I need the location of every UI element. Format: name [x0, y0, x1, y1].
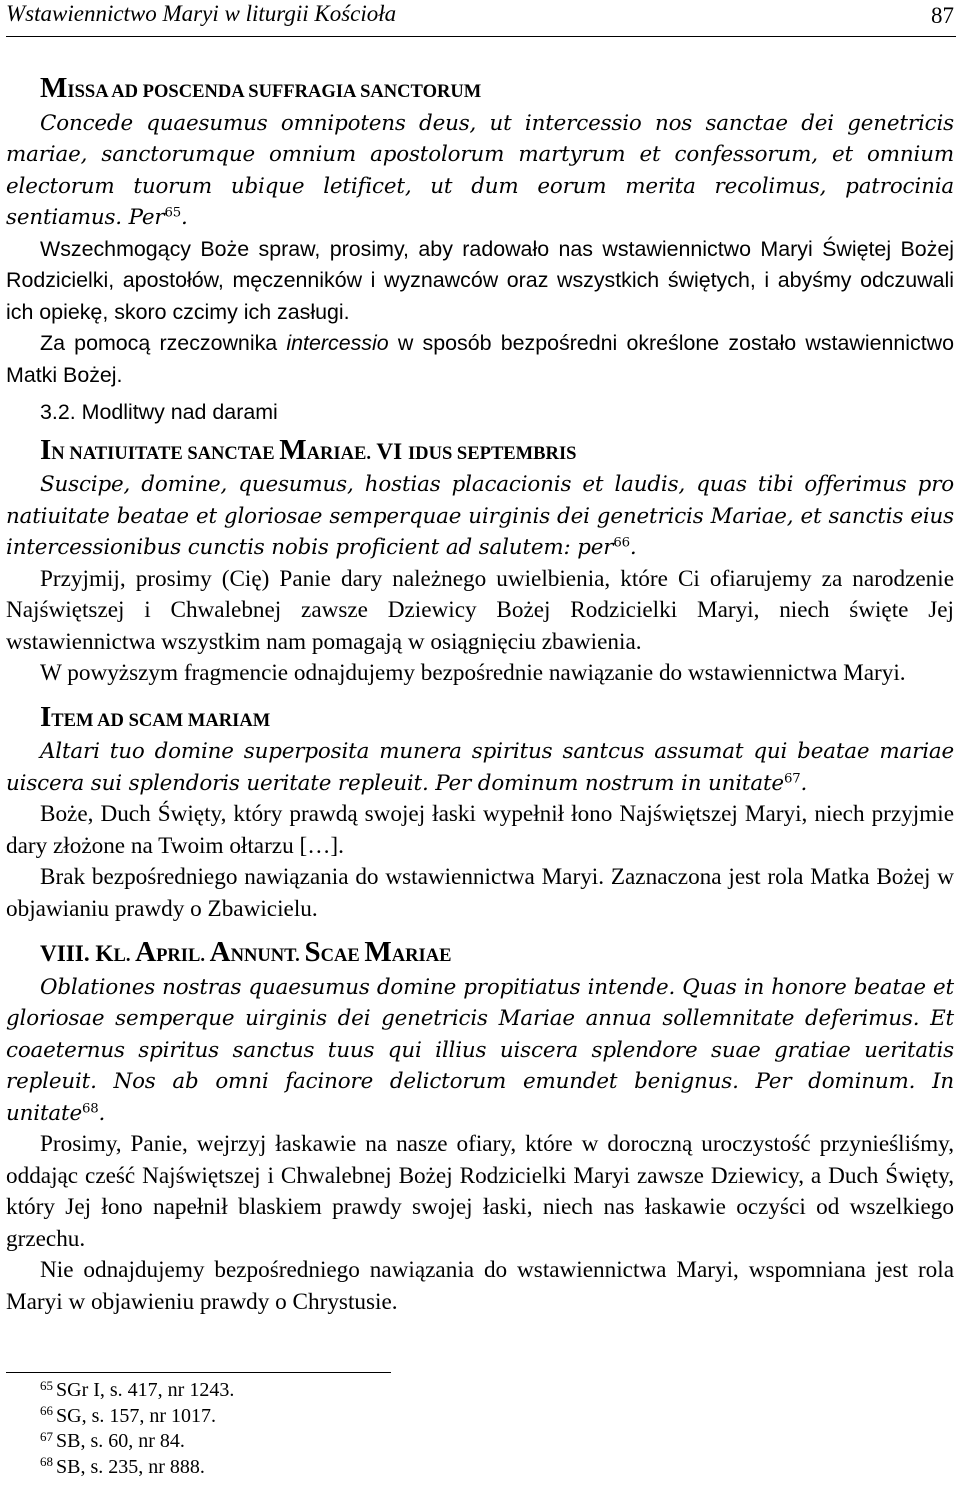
section-heading-item: ITEM AD SCAM MARIAM [40, 700, 271, 733]
footnote-ref: 67 [783, 771, 801, 787]
translation-text: Wszechmogący Boże spraw, prosimy, aby radowało nas wstawiennictwo Maryi Świętej Bożej Rodzicielki, apostołów, męczenników i wyznawców oraz wszystkich świętych, i abyśmy odczuwali ich opiekę, skoro czcimy ich zasługi. [6, 236, 954, 324]
footnote: $^{65}$ SGr I, s. 417, nr 1243. [40, 1377, 235, 1401]
latin-text: Oblationes nostras quaesumus domine propitiatus intende. Quas in honore beatae et gloriosae semperque uirginis dei genetricis Mariae annua sollemnitate deferimus. Et coaeternus spiritus sanctus tuus qui illius uiscera splendore suae gratiae ueritatis repleuit. Nos ab omni facinore delictorum emundet benignus. Per dominum. In unitate$^{68}$. [6, 974, 954, 1126]
footnote-ref: 65 [164, 205, 182, 221]
section-heading-annunt: VIII. KL. APRIL. ANNUNT. SCAE MARIAE [40, 936, 452, 968]
footnote: $^{67}$ SB, s. 60, nr 84. [40, 1428, 185, 1452]
footnote-ref: 66 [613, 535, 630, 551]
footnote: $^{68}$ SB, s. 235, nr 888. [40, 1454, 205, 1478]
page-body [6, 73, 954, 1318]
translation-text: Przyjmij, prosimy (Cię) Panie dary należnego uwielbienia, które Ci ofiarujemy za narodzenie Najświętszej i Chwalebnej zawsze Dziewicy Bożej Rodzicielki Maryi, niech święte Jej wstawiennictwa wszystkim nam pomagają w osiągnięciu zbawienia. [6, 565, 954, 655]
commentary-text: Brak bezpośredniego nawiązania do wstawiennictwa Maryi. Zaznaczona jest rola Matka Bożej w objawianiu prawdy o Zbawicielu. [6, 864, 954, 922]
commentary-text: Nie odnajdujemy bezpośredniego nawiązania do wstawiennictwa Maryi, wspomniana jest rola Maryi w objawieniu prawdy o Chrystusie. [6, 1257, 954, 1315]
commentary-text: W powyższym fragmencie odnajdujemy bezpośrednie nawiązanie do wstawiennictwa Maryi. [40, 660, 906, 686]
footnote: $^{66}$ SG, s. 157, nr 1017. [40, 1403, 217, 1427]
page-number: 87 [931, 3, 954, 28]
latin-text: Altari tuo domine superposita munera spiritus santcus assumat qui beatae mariae uiscera sui splendoris ueritate repleuit. Per dominum nostrum in unitate$^{67}$. [6, 739, 954, 796]
latin-text: Concede quaesumus omnipotens deus, ut intercessio nos sanctae dei genetricis mariae, sanctorumque omnium apostolorum martyrum et confessorum, et omnium electorum tuorum ubique letificet, ut dum eorum merita recolimus, patrocinia sentiamus. Per$^{65}$. [6, 110, 954, 230]
footnote-separator [6, 1372, 391, 1373]
translation-text: Prosimy, Panie, wejrzyj łaskawie na nasze ofiary, które w doroczną uroczystość przynieśliśmy, oddając cześć Najświętszej i Chwalebnej Bożej Rodzicielki Maryi zawsze Dziewicy, a Duch Święty, który Jej łono napełnił blaskiem prawdy swojej łaski, niech nas łaskawie oczyści od wszelkiego grzechu. [6, 1131, 954, 1252]
footnotes [40, 1378, 234, 1480]
running-title: Wstawiennictwo Maryi w liturgii Kościoła [6, 1, 397, 26]
running-header [6, 0, 956, 37]
subsection-heading: 3.2. Modlitwy nad darami [40, 400, 278, 424]
section-heading-missa: MISSA AD POSCENDA SUFFRAGIA SANCTORUM [40, 72, 482, 104]
section-heading-natiuitate: IN NATIUITATE SANCTAE MARIAE. VI IDUS SEPTEMBRIS [40, 433, 577, 466]
translation-text: Boże, Duch Święty, który prawdą swojej łaski wypełnił łono Najświętszej Maryi, niech przyjmie dary złożone na Twoim ołtarzu […]. [6, 801, 954, 859]
footnote-ref: 68 [81, 1101, 99, 1117]
commentary-text: Za pomocą rzeczownika intercessio w sposób bezpośredni określone zostało wstawiennictwo Matki Bożej. [6, 331, 954, 387]
latin-text: Suscipe, domine, quesumus, hostias placacionis et laudis, quas tibi offerimus pro natiuitate beatae et gloriosae semperquae uirginis dei genetricis Mariae, et sanctis eius intercessionibus cunctis nobis proficient ad salutem: per$^{66}$. [6, 472, 954, 560]
